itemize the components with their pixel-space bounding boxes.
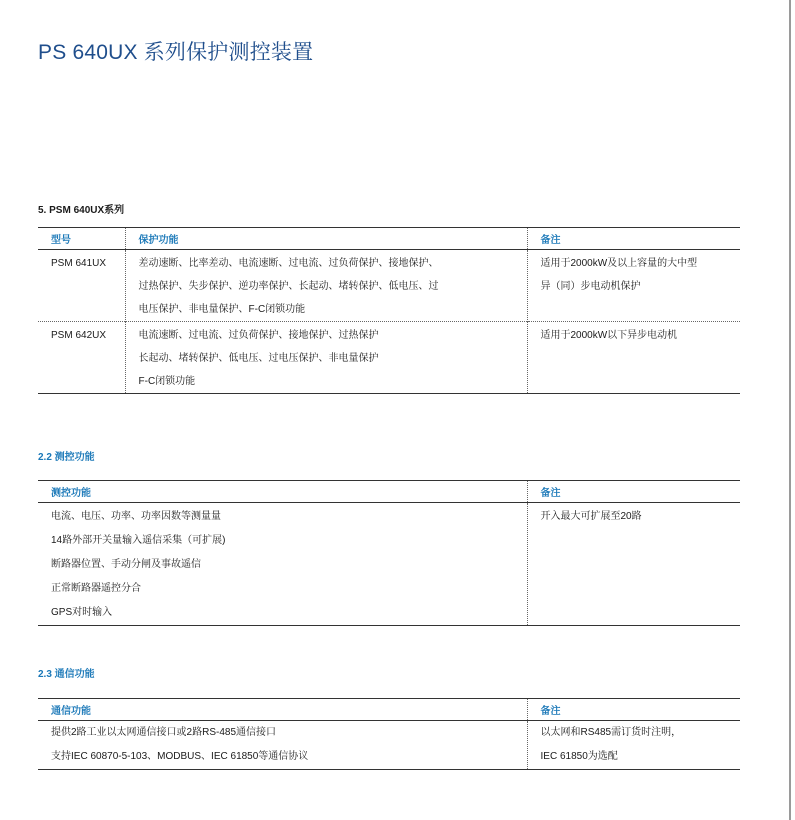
- measurement-table: [38, 480, 740, 626]
- table-header-row: [38, 699, 740, 721]
- column-header-communication: 通信功能: [51, 706, 91, 717]
- measurement-item: GPS对时输入: [51, 607, 113, 618]
- function-line: F-C闭锁功能: [138, 376, 196, 387]
- table-row: [38, 250, 740, 322]
- communication-item: 提供2路工业以太网通信接口或2路RS-485通信接口: [51, 727, 277, 738]
- column-header-model: 型号: [51, 235, 71, 246]
- table-row: [38, 503, 740, 626]
- table-row: [38, 322, 740, 394]
- column-header-notes: 备注: [527, 228, 740, 250]
- note-line: 开入最大可扩展至20路: [540, 511, 642, 522]
- function-line: 电流速断、过电流、过负荷保护、接地保护、过热保护: [138, 330, 379, 341]
- measurement-item: 正常断路器遥控分合: [51, 583, 141, 594]
- page-title: PS 640UX 系列保护测控装置: [38, 41, 314, 64]
- note-line: 适用于2000kW以下异步电动机: [540, 330, 678, 341]
- function-line: 过热保护、失步保护、逆功率保护、长起动、堵转保护、低电压、过: [138, 281, 439, 292]
- table-header-row: [38, 481, 740, 503]
- note-line: 异（同）步电动机保护: [540, 281, 641, 292]
- column-header-protection: 保护功能: [125, 228, 527, 250]
- model-name: PSM 642UX: [51, 330, 107, 341]
- column-header-notes: 备注: [527, 481, 740, 503]
- table-header-row: [38, 228, 740, 250]
- note-line: IEC 61850为选配: [540, 751, 618, 762]
- measurement-item: 断路器位置、手动分闸及事故遥信: [51, 559, 201, 570]
- function-line: 电压保护、非电量保护、F-C闭锁功能: [138, 304, 306, 315]
- model-name: PSM 641UX: [51, 258, 107, 269]
- measurement-item: 电流、电压、功率、功率因数等测量量: [51, 511, 221, 522]
- measurement-item: 14路外部开关量输入遥信采集（可扩展): [51, 535, 226, 546]
- communication-table: [38, 698, 740, 770]
- section-heading-measurement: 2.2 测控功能: [38, 452, 95, 463]
- column-header-notes: 备注: [527, 699, 740, 721]
- section-heading-communication: 2.3 通信功能: [38, 669, 95, 680]
- section-heading-models: 5. PSM 640UX系列: [38, 205, 125, 216]
- function-line: 长起动、堵转保护、低电压、过电压保护、非电量保护: [138, 353, 379, 364]
- function-line: 差动速断、比率差动、电流速断、过电流、过负荷保护、接地保护、: [138, 258, 439, 269]
- column-header-measurement: 测控功能: [51, 488, 91, 499]
- table-row: [38, 721, 740, 770]
- model-protection-table: [38, 227, 740, 394]
- page-edge-rule: [789, 0, 791, 820]
- communication-item: 支持IEC 60870-5-103、MODBUS、IEC 61850等通信协议: [51, 751, 309, 762]
- note-line: 以太网和RS485需订货时注明，: [540, 727, 682, 738]
- note-line: 适用于2000kW及以上容量的大中型: [540, 258, 698, 269]
